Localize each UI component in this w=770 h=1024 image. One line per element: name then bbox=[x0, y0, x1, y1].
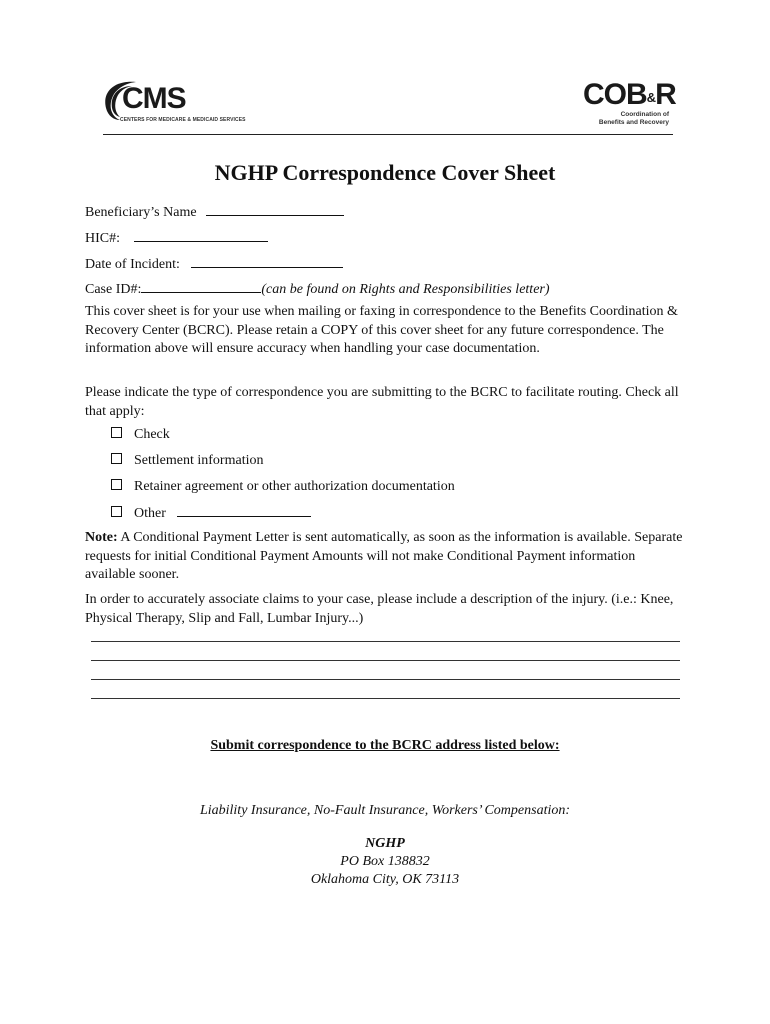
submit-heading: Submit correspondence to the BCRC address listed below: bbox=[210, 738, 560, 753]
address-po-box: PO Box 138832 bbox=[340, 854, 430, 869]
case-id-field bbox=[85, 279, 550, 299]
incident-date-input[interactable] bbox=[191, 254, 343, 268]
hic-label: HIC#: bbox=[85, 231, 120, 246]
cms-logo-text: CMS bbox=[122, 82, 186, 115]
description-line[interactable] bbox=[91, 660, 680, 661]
checkbox[interactable] bbox=[111, 479, 122, 490]
description-line[interactable] bbox=[91, 641, 680, 642]
address-city: Oklahoma City, OK 73113 bbox=[310, 872, 460, 887]
checkbox-label: Check bbox=[134, 427, 170, 442]
cobr-logo-subtitle: Coordination of Benefits and Recovery bbox=[598, 111, 669, 126]
checkbox-row-check[interactable] bbox=[111, 426, 170, 444]
checkbox-row-other[interactable] bbox=[111, 503, 311, 523]
incident-date-label: Date of Incident: bbox=[85, 257, 180, 272]
address-category: Liability Insurance, No-Fault Insurance, Workers’ Compensation: bbox=[199, 803, 571, 818]
header-divider bbox=[103, 134, 673, 135]
cms-logo bbox=[100, 78, 246, 128]
checkbox-label: Retainer agreement or other authorization documentation bbox=[134, 479, 455, 494]
note-paragraph bbox=[85, 529, 685, 585]
case-id-note: (can be found on Rights and Responsibilities letter) bbox=[261, 282, 550, 297]
description-line[interactable] bbox=[91, 698, 680, 699]
hic-input[interactable] bbox=[134, 228, 268, 242]
checkbox-row-settlement[interactable] bbox=[111, 452, 263, 470]
hic-field bbox=[85, 228, 268, 248]
beneficiary-name-input[interactable] bbox=[206, 202, 344, 216]
beneficiary-name-field bbox=[85, 202, 344, 222]
checkbox[interactable] bbox=[111, 427, 122, 438]
instruction-paragraph: Please indicate the type of correspondence you are submitting to the BCRC to facilitate routing. Check all that apply: bbox=[85, 385, 679, 419]
case-id-input[interactable] bbox=[141, 279, 261, 293]
cobr-logo-text: COB&R bbox=[583, 78, 676, 111]
page-title: NGHP Correspondence Cover Sheet bbox=[214, 160, 556, 185]
incident-date-field bbox=[85, 254, 343, 274]
note-label: Note: bbox=[85, 530, 118, 545]
checkbox[interactable] bbox=[111, 506, 122, 517]
address-name: NGHP bbox=[365, 836, 405, 851]
cobr-logo bbox=[583, 80, 675, 130]
cms-logo-tagline: CENTERS FOR MEDICARE & MEDICAID SERVICES bbox=[120, 117, 246, 123]
checkbox-label: Other bbox=[134, 506, 166, 521]
case-id-label: Case ID#: bbox=[85, 282, 142, 297]
other-input[interactable] bbox=[177, 503, 311, 517]
intro-paragraph: This cover sheet is for your use when mailing or faxing in correspondence to the Benefits Coordination & Recovery Center (BCRC). Please retain a COPY of this cover sheet for any future correspondence. The information above will ensure accuracy when handling your case documentation. bbox=[85, 304, 678, 356]
checkbox-row-retainer[interactable] bbox=[111, 478, 455, 496]
description-line[interactable] bbox=[91, 679, 680, 680]
checkbox-label: Settlement information bbox=[134, 453, 264, 468]
note-text: A Conditional Payment Letter is sent automatically, as soon as the information is available. Separate requests for initial Conditional Payment Amounts will not make Conditional Payment information available sooner. bbox=[85, 530, 683, 582]
checkbox[interactable] bbox=[111, 453, 122, 464]
injury-paragraph: In order to accurately associate claims to your case, please include a description of the injury. (i.e.: Knee, Physical Therapy, Slip and Fall, Lumbar Injury...) bbox=[85, 592, 674, 626]
beneficiary-name-label: Beneficiary’s Name bbox=[85, 205, 197, 220]
